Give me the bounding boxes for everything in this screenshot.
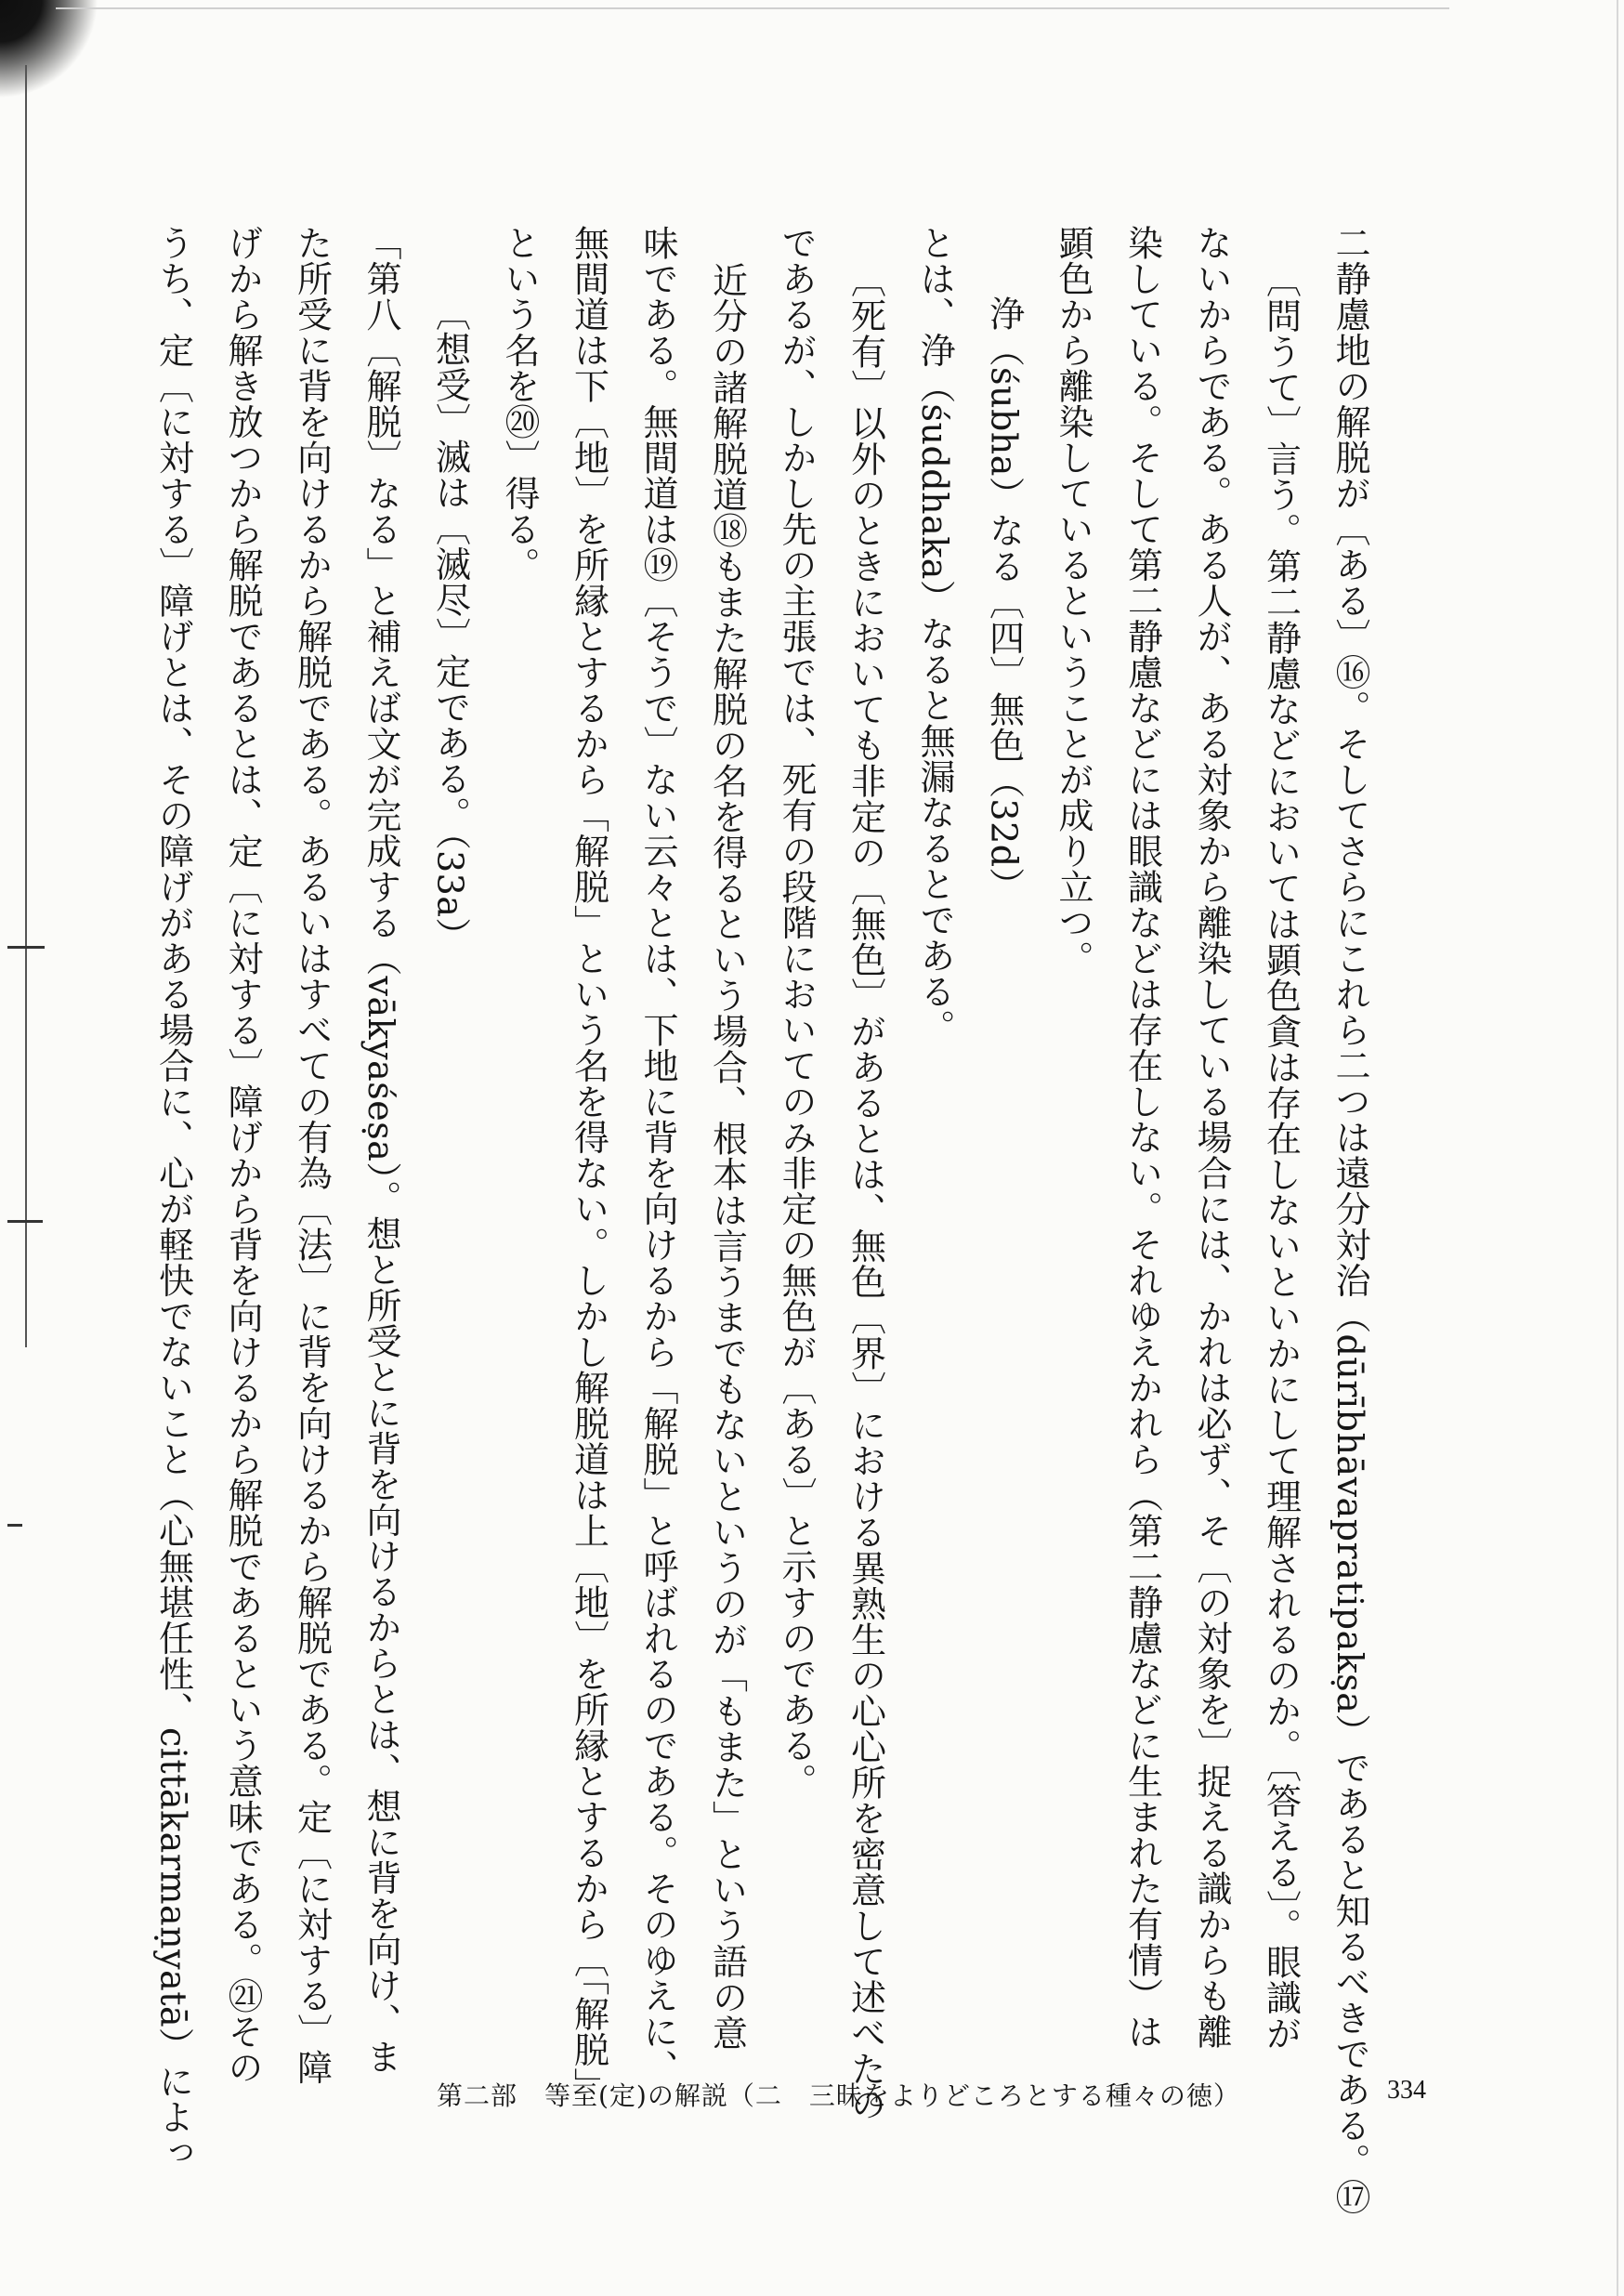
scan-edge-right bbox=[1617, 0, 1618, 2296]
text-line: た所受に背を向けるから解脱である。あるいはすべての有為〔法〕に背を向けるから解脱である。定〔に対する〕障 bbox=[291, 225, 333, 2085]
scan-edge-top bbox=[56, 7, 1449, 9]
text-line: 染している。そして第二静慮などには眼識などは存在しない。それゆえかれら（第二静慮などに生まれた有情）は bbox=[1121, 225, 1163, 2050]
text-line: ないからである。ある人が、ある対象から離染している場合には、かれは必ず、そ〔の対象を〕捉える識からも離 bbox=[1191, 225, 1232, 2050]
text-line: うち、定〔に対する〕障げとは、その障げがある場合に、心が軽快でないこと（心無堪任性、cittākarmaṇyatā）によっ bbox=[152, 225, 194, 2171]
running-title: 第二部 等至(定)の解説（二 三昧をよりどころとする種々の徳） bbox=[437, 2080, 1240, 2111]
text-line: 二静慮地の解脱が〔ある〕⑯。そしてさらにこれら二つは遠分対治（dūrībhāvapratipakṣa）であると知るべきである。⑰ bbox=[1329, 225, 1370, 2215]
text-line: 近分の諸解脱道⑱もまた解脱の名を得るという場合、根本は言うまでもないというのが「もまた」という語の意 bbox=[706, 262, 748, 2051]
page-number: 334 bbox=[1387, 2076, 1426, 2105]
text-line: げから解き放つから解脱であるとは、定〔に対する〕障げから背を向けるから解脱であるという意味である。㉑その bbox=[222, 225, 263, 2085]
scan-mark bbox=[7, 1220, 43, 1223]
text-line: 無間道は下〔地〕を所縁とするから「解脱」という名を得ない。しかし解脱道は上〔地〕を所縁とするから〔「解脱」 bbox=[568, 225, 609, 2104]
text-line: 「第八〔解脱〕なる」と補えば文が完成する（vākyaśeṣa）。想と所受とに背を向けるからとは、想に背を向け、ま bbox=[360, 225, 401, 2075]
scan-corner-shadow bbox=[0, 0, 102, 102]
text-line: という名を⑳〕得る。 bbox=[499, 225, 540, 583]
text-line: 〔死有〕以外のときにおいても非定の〔無色〕があるとは、無色〔界〕における異熟生の心心所を密意して述べたの bbox=[845, 262, 886, 2122]
verse-line: 〔想受〕滅は〔滅尽〕定である。（33a） bbox=[429, 295, 471, 954]
verse-line: 浄（śubha）なる〔四〕無色（32d） bbox=[983, 295, 1025, 904]
scan-mark bbox=[7, 946, 45, 949]
text-line: 顕色から離染しているということが成り立つ。 bbox=[1053, 225, 1094, 977]
text-line: であるが、しかし先の主張では、死有の段階においてのみ非定の無色が〔ある〕と示すのである。 bbox=[776, 225, 817, 1799]
text-line: とは、浄（śuddhaka）なると無漏なるとである。 bbox=[914, 225, 955, 1045]
text-line: 〔問うて〕言う。第二静慮などにおいては顕色貪は存在しないといかにして理解されるのか。〔答える〕。眼識が bbox=[1260, 262, 1302, 2052]
scan-mark bbox=[7, 1524, 22, 1527]
text-line: 味である。無間道は⑲〔そうで〕ない云々とは、下地に背を向けるから「解脱」と呼ばれるのである。そのゆえに、 bbox=[637, 225, 678, 2085]
scan-binding-rule bbox=[25, 65, 27, 1347]
